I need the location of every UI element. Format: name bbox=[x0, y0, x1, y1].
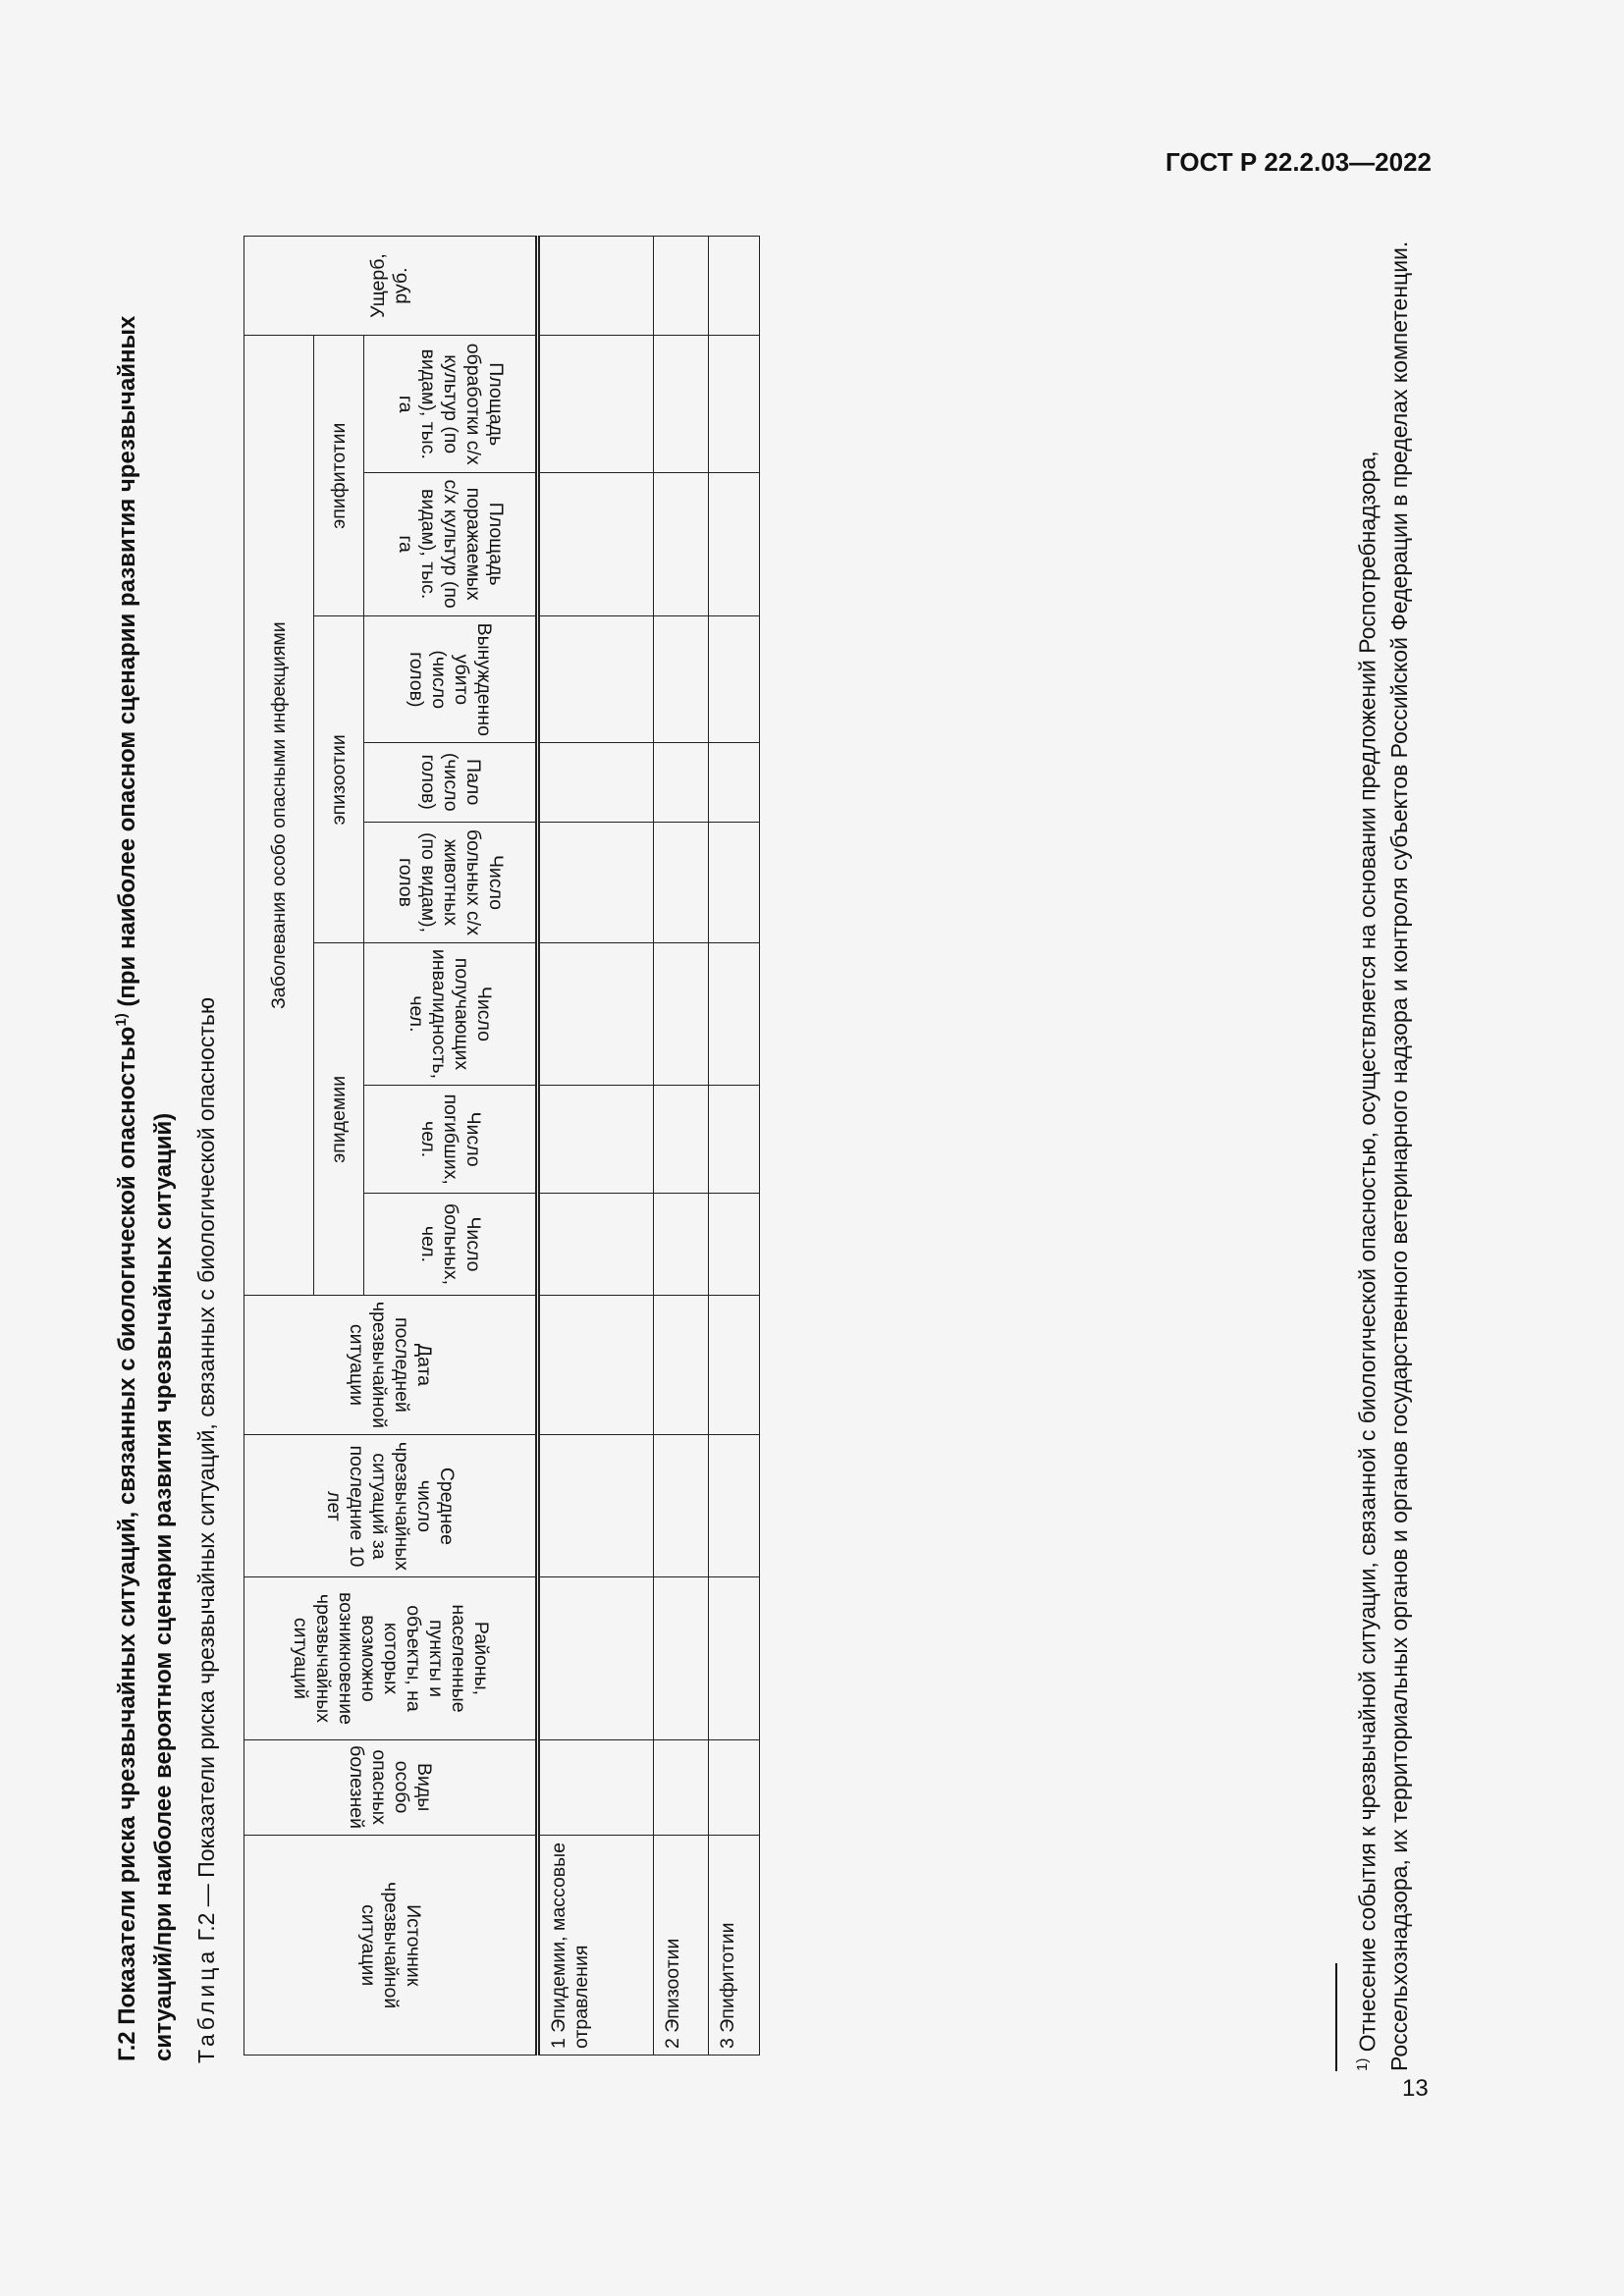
table-row bbox=[709, 237, 760, 2056]
table-caption bbox=[191, 236, 221, 2063]
header-epidemics: эпидемии bbox=[314, 943, 364, 1296]
header-sub-disabled-people: Число получающих инвалидность, чел. bbox=[364, 943, 538, 1086]
header-diseases-group: Заболевания особо опасными инфекциями bbox=[244, 335, 314, 1295]
table-cell bbox=[538, 742, 654, 823]
table-row bbox=[654, 237, 709, 2056]
header-avg-count: Среднее число чрезвычайных ситуаций за последние 10 лет bbox=[244, 1435, 538, 1576]
table-cell bbox=[538, 823, 654, 943]
table-cell bbox=[654, 1739, 709, 1836]
section-heading bbox=[103, 294, 182, 2061]
table-cell bbox=[709, 1739, 760, 1836]
table-cell bbox=[709, 237, 760, 336]
header-sub-dead-animals: Пало (число голов) bbox=[364, 742, 538, 823]
rotated-content bbox=[103, 236, 751, 2071]
table-cell bbox=[654, 1576, 709, 1739]
risk-indicators-table bbox=[244, 236, 760, 2056]
table-cell bbox=[709, 823, 760, 943]
header-source: Источник чрезвычайной ситуации bbox=[244, 1836, 538, 2056]
table-cell bbox=[654, 1194, 709, 1296]
table-cell bbox=[709, 616, 760, 742]
table-cell bbox=[709, 472, 760, 616]
header-sub-treated-crops: Площадь обработки с/х культур (по видам), тыс. га bbox=[364, 335, 538, 472]
table-cell bbox=[538, 1435, 654, 1576]
heading-part-2: (при наиболее опасном сценарии развития чрезвычайных ситуаций/при наиболее вероятном сценарии развития чрезвычайных ситуаций) bbox=[114, 315, 177, 2061]
table-cell bbox=[654, 616, 709, 742]
table-cell bbox=[709, 1194, 760, 1296]
footnote-ref: 1) bbox=[113, 1013, 130, 1027]
table-cell bbox=[654, 1086, 709, 1194]
caption-table-word: Таблица bbox=[193, 1947, 219, 2063]
page-number: 13 bbox=[1402, 2075, 1429, 2102]
row-label: 3 Эпифитотии bbox=[709, 1836, 760, 2056]
table-cell bbox=[538, 1739, 654, 1836]
table-cell bbox=[538, 472, 654, 616]
table-cell bbox=[654, 237, 709, 336]
header-areas: Районы, населенные пункты и объекты, на которых возможно возникновение чрезвычайных ситуаций bbox=[244, 1576, 538, 1739]
table-cell bbox=[538, 335, 654, 472]
header-disease-types: Виды особо опасных болезней bbox=[244, 1739, 538, 1836]
table-wrapper bbox=[244, 236, 760, 2056]
table-cell bbox=[654, 1296, 709, 1435]
header-sub-sick-animals: Число больных с/х животных (по видам), голов bbox=[364, 823, 538, 943]
table-cell bbox=[538, 1296, 654, 1435]
table-cell bbox=[709, 335, 760, 472]
header-epizootics: эпизоотии bbox=[314, 616, 364, 943]
table-row bbox=[538, 237, 654, 2056]
footnote-marker: 1) bbox=[1354, 2057, 1371, 2071]
table-cell bbox=[538, 616, 654, 742]
table-cell bbox=[709, 943, 760, 1086]
header-last-date: Дата последней чрезвычайной ситуации bbox=[244, 1296, 538, 1435]
header-sub-dead-people: Число погибших, чел. bbox=[364, 1086, 538, 1194]
header-sub-culled-animals: Вынужденно убито (число голов) bbox=[364, 616, 538, 742]
table-cell bbox=[538, 237, 654, 336]
footnote-separator bbox=[1335, 1963, 1337, 2071]
table-cell bbox=[654, 1435, 709, 1576]
footnote-body: Отнесение события к чрезвычайной ситуации, связанной с биологической опасностью, осуществляется на основании предложений Роспотребнадзора, Россельхознадзора, их территориальных органов и органов государственного ветеринарного надзора и контроля субъектов Российской Федерации в пределах компетенции. bbox=[1354, 240, 1412, 2071]
table-cell bbox=[654, 823, 709, 943]
header-sub-sick-people: Число больных, чел. bbox=[364, 1194, 538, 1296]
table-cell bbox=[709, 742, 760, 823]
table-cell bbox=[709, 1435, 760, 1576]
header-damage: Ущерб, руб. bbox=[244, 237, 538, 336]
table-cell bbox=[654, 943, 709, 1086]
table-cell bbox=[538, 1086, 654, 1194]
table-cell bbox=[538, 1194, 654, 1296]
table-cell bbox=[654, 742, 709, 823]
table-cell bbox=[709, 1576, 760, 1739]
caption-text: Г.2 — Показатели риска чрезвычайных ситуаций, связанных с биологической опасностью bbox=[193, 996, 219, 1942]
table-cell bbox=[709, 1086, 760, 1194]
document-header: ГОСТ Р 22.2.03—2022 bbox=[1164, 147, 1432, 177]
table-cell bbox=[538, 943, 654, 1086]
header-epiphytotics: эпифитотии bbox=[314, 335, 364, 615]
row-label: 2 Эпизоотии bbox=[654, 1836, 709, 2056]
footnote-text bbox=[1347, 236, 1415, 2071]
table-cell bbox=[538, 1576, 654, 1739]
header-sub-affected-crops: Площадь поражаемых с/х культур (по видам), тыс. га bbox=[364, 472, 538, 616]
table-cell bbox=[654, 472, 709, 616]
row-label: 1 Эпидемии, массовые отравления bbox=[538, 1836, 654, 2056]
heading-part-1: Г.2 Показатели риска чрезвычайных ситуаций, связанных с биологической опасностью bbox=[114, 1026, 140, 2061]
table-cell bbox=[709, 1296, 760, 1435]
table-cell bbox=[654, 335, 709, 472]
footnote-block bbox=[1335, 206, 1463, 2071]
